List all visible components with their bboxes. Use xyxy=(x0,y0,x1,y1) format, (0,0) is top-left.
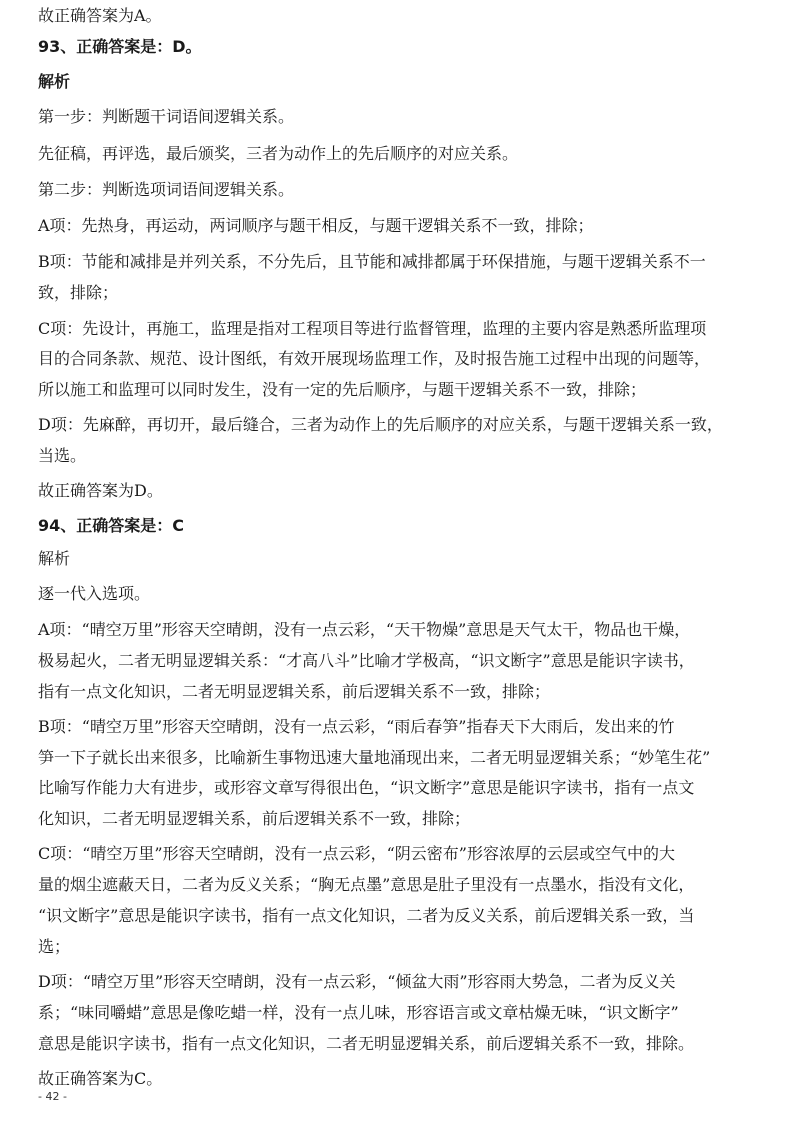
paragraph-line: B项：“晴空万里”形容天空晴朗，没有一点云彩，“雨后春笋”指春天下大雨后，发出来的竹 xyxy=(38,717,675,736)
paragraph-continuation-line: 目的合同条款、规范、设计图纸，有效开展现场监理工作，及时报告施工过程中出现的问题等， xyxy=(38,349,711,368)
paragraph-continuation-line: 所以施工和监理可以同时发生，没有一定的先后顺序，与题干逻辑关系不一致，排除； xyxy=(38,380,647,399)
paragraph-line: 先征稿，再评选，最后颁奖，三者为动作上的先后顺序的对应关系。 xyxy=(38,144,519,163)
paragraph-line: A项：“晴空万里”形容天空晴朗，没有一点云彩，“天干物燥”意思是天气太干，物品也干燥， xyxy=(38,620,691,639)
paragraph-line: 第一步：判断题干词语间逻辑关系。 xyxy=(38,107,295,126)
paragraph-continuation-line: 致，排除； xyxy=(38,283,119,302)
paragraph-continuation-line: 笋一下子就长出来很多，比喻新生事物迅速大量地涌现出来，二者无明显逻辑关系；“妙笔生花” xyxy=(38,748,711,767)
paragraph-continuation-line: 当选。 xyxy=(38,446,87,465)
paragraph-continuation-line: 极易起火，二者无明显逻辑关系：“才高八斗”比喻才学极高，“识文断字”意思是能识字读书， xyxy=(38,651,695,670)
paragraph-continuation-line: 量的烟尘遮蔽天日，二者为反义关系；“胸无点墨”意思是肚子里没有一点墨水，指没有文化， xyxy=(38,875,695,894)
paragraph-line: 故正确答案为C。 xyxy=(38,1069,163,1088)
analysis-label: 解析 xyxy=(38,72,71,91)
paragraph-line: D项：先麻醉，再切开，最后缝合，三者为动作上的先后顺序的对应关系，与题干逻辑关系一致， xyxy=(38,415,723,434)
paragraph-line: 第二步：判断选项词语间逻辑关系。 xyxy=(38,180,295,199)
paragraph-line: C项：“晴空万里”形容天空晴朗，没有一点云彩，“阴云密布”形容浓厚的云层或空气中的大 xyxy=(38,844,675,863)
paragraph-line: 故正确答案为A。 xyxy=(38,6,162,25)
paragraph-continuation-line: 化知识，二者无明显逻辑关系，前后逻辑关系不一致，排除； xyxy=(38,809,471,828)
paragraph-line: 故正确答案为D。 xyxy=(38,481,163,500)
paragraph-line: B项：节能和减排是并列关系，不分先后，且节能和减排都属于环保措施，与题干逻辑关系不一 xyxy=(38,252,706,271)
paragraph-line: C项：先设计，再施工，监理是指对工程项目等进行监督管理，监理的主要内容是熟悉所监理项 xyxy=(38,319,707,338)
paragraph-continuation-line: 选； xyxy=(38,937,71,956)
paragraph-continuation-line: 指有一点文化知识，二者无明显逻辑关系，前后逻辑关系不一致，排除； xyxy=(38,682,551,701)
paragraph-line: 逐一代入选项。 xyxy=(38,584,151,603)
paragraph-line: D项：“晴空万里”形容天空晴朗，没有一点云彩，“倾盆大雨”形容雨大势急，二者为反义关 xyxy=(38,972,676,991)
paragraph-continuation-line: 系；“味同嚼蜡”意思是像吃蜡一样，没有一点儿味，形容语言或文章枯燥无味，“识文断字” xyxy=(38,1003,679,1022)
answer-heading: 94、正确答案是：C xyxy=(38,516,185,535)
page-number: - 42 - xyxy=(38,1090,67,1103)
paragraph-line: A项：先热身，再运动，两词顺序与题干相反，与题干逻辑关系不一致，排除； xyxy=(38,216,594,235)
answer-heading: 93、正确答案是：D。 xyxy=(38,37,202,56)
analysis-label: 解析 xyxy=(38,549,71,568)
paragraph-continuation-line: “识文断字”意思是能识字读书，指有一点文化知识，二者为反义关系，前后逻辑关系一致，当 xyxy=(38,906,695,925)
paragraph-continuation-line: 比喻写作能力大有进步，或形容文章写得很出色，“识文断字”意思是能识字读书，指有一点文 xyxy=(38,778,695,797)
paragraph-continuation-line: 意思是能识字读书，指有一点文化知识，二者无明显逻辑关系，前后逻辑关系不一致，排除。 xyxy=(38,1034,695,1053)
